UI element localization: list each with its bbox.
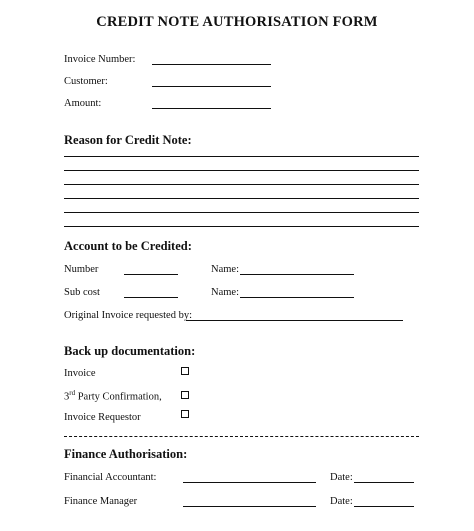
original-invoice-label: Original Invoice requested by:	[64, 310, 192, 321]
original-invoice-field[interactable]	[186, 320, 403, 321]
reason-line-1[interactable]	[64, 156, 419, 157]
accountant-label: Financial Accountant:	[64, 472, 157, 483]
reason-line-3[interactable]	[64, 184, 419, 185]
sub-cost-field[interactable]	[124, 297, 178, 298]
third-party-label	[64, 389, 162, 403]
invoice-number-field[interactable]	[152, 64, 271, 65]
reason-line-2[interactable]	[64, 170, 419, 171]
third-party-rest: Party Confirmation,	[75, 391, 162, 403]
third-party-checkbox[interactable]	[181, 391, 189, 399]
number-label: Number	[64, 264, 99, 275]
requestor-label: Invoice Requestor	[64, 412, 141, 423]
name-label-1: Name:	[211, 264, 239, 275]
date-field-2[interactable]	[354, 506, 414, 507]
invoice-number-label: Invoice Number:	[64, 54, 136, 65]
customer-label: Customer:	[64, 76, 108, 87]
number-field[interactable]	[124, 274, 178, 275]
account-heading: Account to be Credited:	[64, 239, 192, 253]
reason-heading: Reason for Credit Note:	[64, 133, 192, 147]
name-field-1[interactable]	[240, 274, 354, 275]
manager-label: Finance Manager	[64, 496, 138, 507]
backup-invoice-label: Invoice	[64, 368, 96, 379]
accountant-field[interactable]	[183, 482, 316, 483]
manager-field[interactable]	[183, 506, 316, 507]
amount-field[interactable]	[152, 108, 271, 109]
name-field-2[interactable]	[240, 297, 354, 298]
date-label-2: Date:	[330, 496, 353, 507]
amount-label: Amount:	[64, 98, 102, 109]
finance-heading: Finance Authorisation:	[64, 447, 188, 461]
reason-line-6[interactable]	[64, 226, 419, 227]
requestor-checkbox[interactable]	[181, 410, 189, 418]
sub-cost-label: Sub cost	[64, 287, 100, 298]
backup-heading: Back up documentation:	[64, 344, 196, 358]
page-title: CREDIT NOTE AUTHORISATION FORM	[96, 14, 378, 30]
date-field-1[interactable]	[354, 482, 414, 483]
customer-field[interactable]	[152, 86, 271, 87]
name-label-2: Name:	[211, 287, 239, 298]
backup-invoice-checkbox[interactable]	[181, 367, 189, 375]
third-party-prefix: 3	[64, 391, 70, 403]
date-label-1: Date:	[330, 472, 353, 483]
reason-line-4[interactable]	[64, 198, 419, 199]
reason-line-5[interactable]	[64, 212, 419, 213]
third-party-sup: rd	[69, 389, 76, 397]
section-divider	[64, 436, 419, 437]
